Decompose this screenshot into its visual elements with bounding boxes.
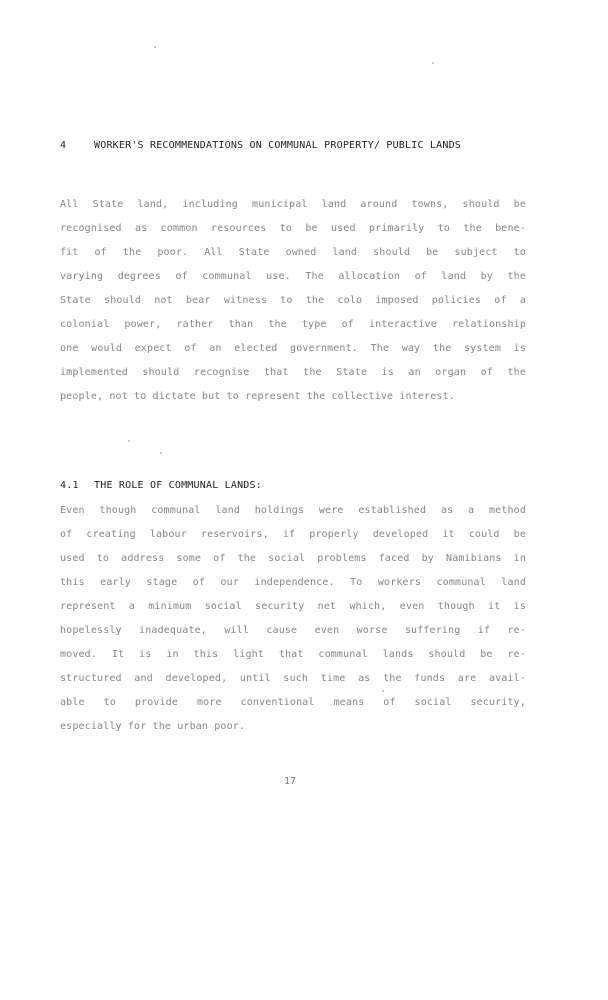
section-heading xyxy=(60,140,461,151)
scan-speck xyxy=(154,46,156,48)
paragraph-line: fit of the poor. All State owned land should be subject to xyxy=(60,247,526,258)
subsection-number: 4.1 xyxy=(60,480,79,491)
paragraph-line: structured and developed, until such time as the funds are avail- xyxy=(60,673,526,684)
paragraph-line: especially for the urban poor. xyxy=(60,721,246,732)
paragraph-line: All State land, including municipal land around towns, should be xyxy=(60,199,526,210)
paragraph-line: one would expect of an elected government. The way the system is xyxy=(60,343,526,354)
paragraph-line: hopelessly inadequate, will cause even worse suffering if re- xyxy=(60,625,526,636)
paragraph-line: represent a minimum social security net which, even though it is xyxy=(60,601,526,612)
paragraph-line: this early stage of our independence. To workers communal land xyxy=(60,577,526,588)
subsection-title: THE ROLE OF COMMUNAL LANDS: xyxy=(94,480,262,491)
paragraph-line: Even though communal land holdings were established as a method xyxy=(60,505,526,516)
section-number: 4 xyxy=(60,140,67,151)
paragraph-line: moved. It is in this light that communal lands should be re- xyxy=(60,649,526,660)
paragraph-line: of creating labour reservoirs, if properly developed it could be xyxy=(60,529,526,540)
paragraph-line: used to address some of the social problems faced by Namibians in xyxy=(60,553,526,564)
scan-speck xyxy=(382,690,384,692)
scan-speck xyxy=(128,440,130,442)
page-number: 17 xyxy=(284,776,297,787)
paragraph-line: varying degrees of communal use. The allocation of land by the xyxy=(60,271,526,282)
scan-speck xyxy=(432,62,434,64)
paragraph-line: recognised as common resources to be used primarily to the bene- xyxy=(60,223,526,234)
scan-speck xyxy=(160,452,162,454)
paragraph-line: colonial power, rather than the type of interactive relationship xyxy=(60,319,526,330)
subsection-heading xyxy=(60,480,262,491)
paragraph-line: people, not to dictate but to represent the collective interest. xyxy=(60,391,455,402)
section-title: WORKER'S RECOMMENDATIONS ON COMMUNAL PROPERTY/ PUBLIC LANDS xyxy=(94,140,462,151)
paragraph-line: State should not bear witness to the colo imposed policies of a xyxy=(60,295,526,306)
paragraph-line: able to provide more conventional means of social security, xyxy=(60,697,526,708)
paragraph-line: implemented should recognise that the State is an organ of the xyxy=(60,367,526,378)
